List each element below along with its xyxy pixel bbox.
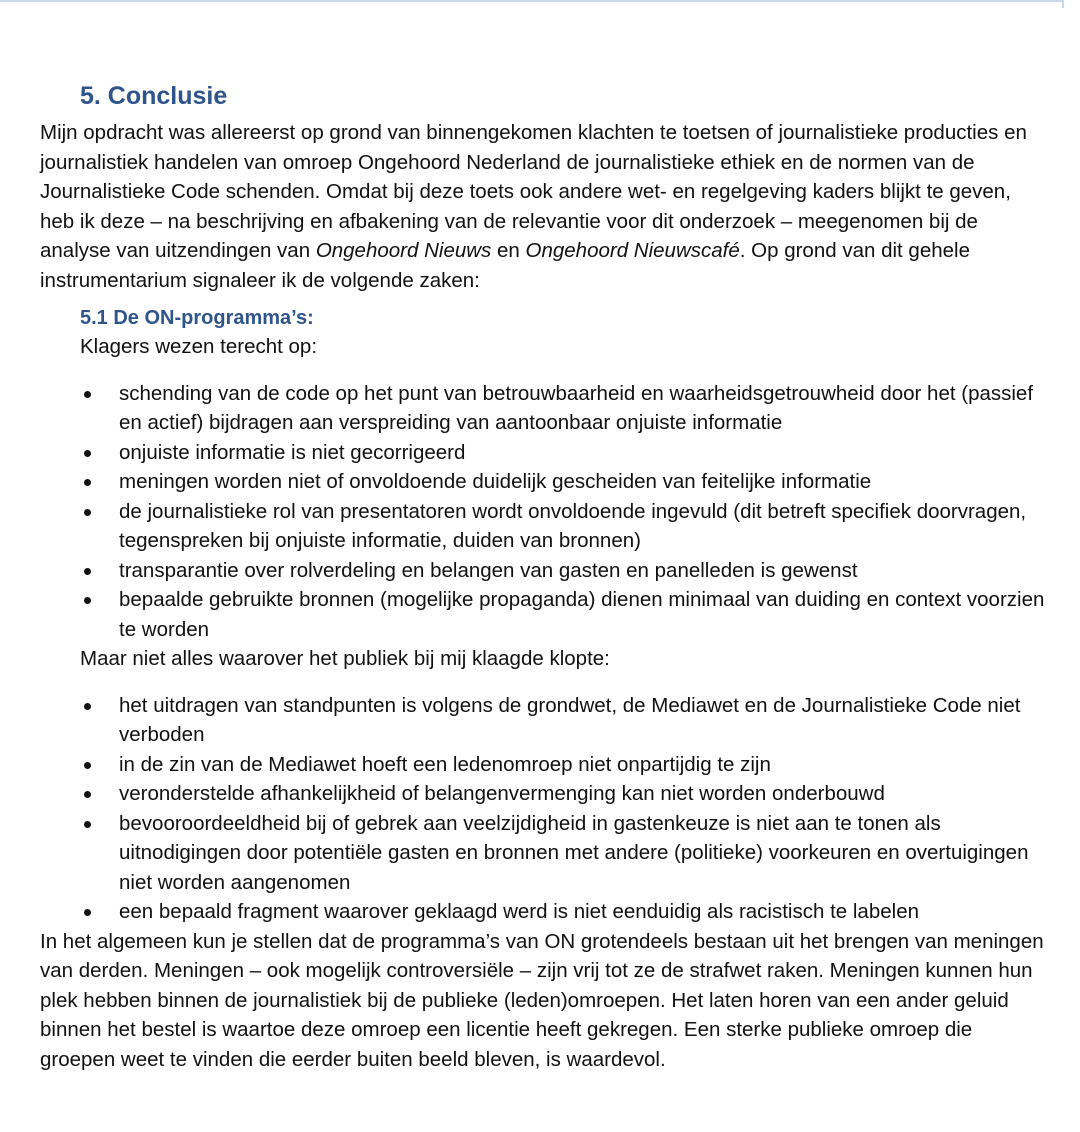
intro-text-1: Mijn opdracht was allereerst op grond van binnengekomen klachten te toetsen of journalistieke producties en journalistiek handelen van omroep Ongehoord Nederland de journalistieke ethiek en de normen van de Journalistieke Code schenden. Omdat bij deze toets ook andere wet- en regelgeving kaders blijkt te geven, heb ik deze – na beschrijving en afbakening van de relevantie voor dit onderzoek – meegenomen bij de analyse van uitzendingen van [40,121,1027,262]
complaints-intro: Klagers wezen terecht op: [80,335,318,358]
list-item: bepaalde gebruikte bronnen (mogelijke propaganda) dienen minimaal van duiding en context voorzien te worden [40,585,1050,644]
rejected-list [40,691,1050,927]
intro-paragraph [40,118,1050,295]
rejected-intro: Maar niet alles waarover het publiek bij mij klaagde klopte: [80,647,610,670]
document-page [40,80,1050,1074]
list-item: in de zin van de Mediawet hoeft een ledenomroep niet onpartijdig te zijn [40,750,1050,780]
intro-program-name-1: Ongehoord Nieuws [315,239,492,262]
intro-text-2: en [491,239,526,262]
list-item: bevooroordeeldheid bij of gebrek aan veelzijdigheid in gastenkeuze is niet aan te tonen als uitnodigingen door potentiële gasten en bronnen met andere (politieke) voorkeuren en overtuigingen niet worden aangenomen [40,809,1050,898]
list-item: schending van de code op het punt van betrouwbaarheid en waarheidsgetrouwheid door het (passief en actief) bijdragen aan verspreiding van aantoonbaar onjuiste informatie [40,379,1050,438]
list-item: de journalistieke rol van presentatoren wordt onvoldoende ingevuld (dit betreft specifiek doorvragen, tegenspreken bij onjuiste informatie, duiden van bronnen) [40,497,1050,556]
section-heading: 5. Conclusie [80,82,228,110]
list-item: meningen worden niet of onvoldoende duidelijk gescheiden van feitelijke informatie [40,467,1050,497]
intro-program-name-2: Ongehoord Nieuwscafé [525,239,740,262]
subsection-heading: 5.1 De ON-programma’s: [80,307,314,329]
list-item: transparantie over rolverdeling en belangen van gasten en panelleden is gewenst [40,556,1050,586]
list-item: een bepaald fragment waarover geklaagd werd is niet eenduidig als racistisch te labelen [40,897,1050,927]
complaints-list [40,379,1050,645]
intro-text-3: . Op grond van dit gehele instrumentarium signaleer ik de volgende zaken: [40,239,970,292]
closing-paragraph: In het algemeen kun je stellen dat de programma’s van ON grotendeels bestaan uit het brengen van meningen van derden. Meningen – ook mogelijk controversiële – zijn vrij tot ze de strafwet raken. Meningen kunnen hun plek hebben binnen de journalistiek bij de publieke (leden)omroepen. Het laten horen van een ander geluid binnen het bestel is waartoe deze omroep een licentie heeft gekregen. Een sterke publieke omroep die groepen weet te vinden die eerder buiten beeld bleven, is waardevol. [40,929,1044,1071]
list-item: het uitdragen van standpunten is volgens de grondwet, de Mediawet en de Journalistieke Code niet verboden [40,691,1050,750]
top-border-corner [1062,0,1064,8]
top-border [0,0,1062,2]
list-item: onjuiste informatie is niet gecorrigeerd [40,438,1050,468]
list-item: veronderstelde afhankelijkheid of belangenvermenging kan niet worden onderbouwd [40,779,1050,809]
